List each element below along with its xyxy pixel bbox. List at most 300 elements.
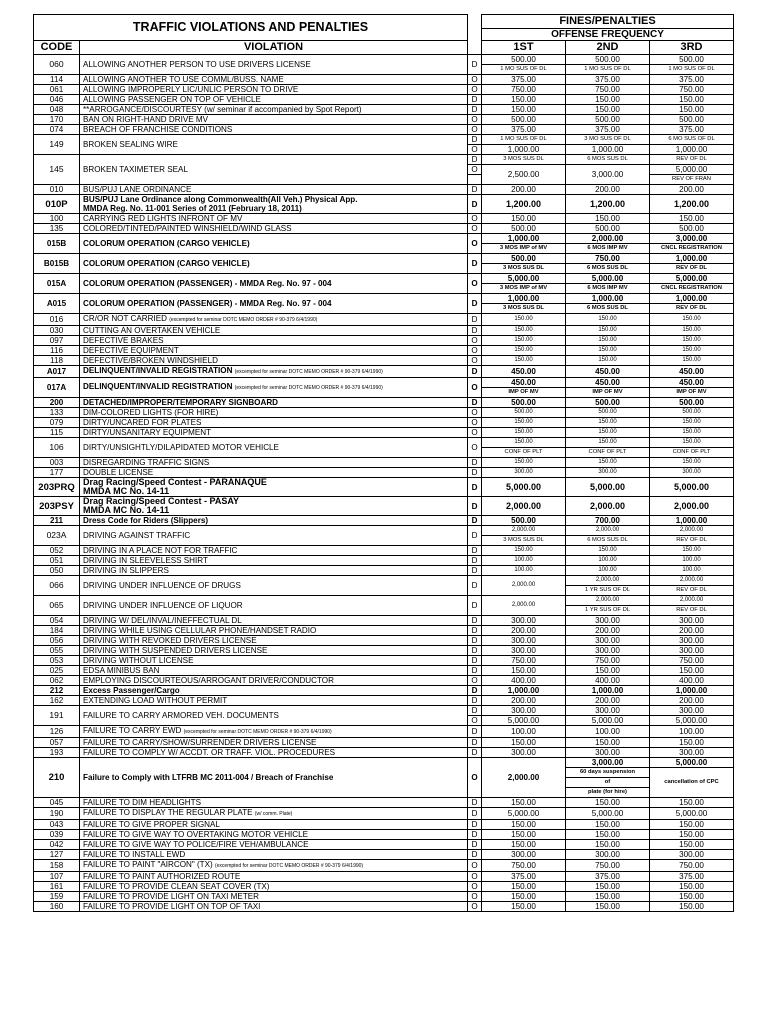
third-offense-penalty: 200.00 xyxy=(650,185,734,195)
first-offense-penalty: 150.00 xyxy=(482,738,566,748)
table-row xyxy=(34,294,734,304)
violation-description xyxy=(80,336,468,346)
second-offense-penalty: 150.00 xyxy=(566,798,650,808)
second-offense-penalty: 750.00 xyxy=(566,85,650,95)
violation-description xyxy=(80,458,468,468)
offender-type: O xyxy=(468,214,482,224)
third-offense-penalty: 150.00 xyxy=(650,738,734,748)
first-offense-penalty: 450.00 xyxy=(482,378,566,388)
second-offense-penalty: 200.00 xyxy=(566,185,650,195)
third-offense-penalty: 150.00 xyxy=(650,418,734,428)
third-offense-penalty: CNCL REGISTRATION xyxy=(650,244,734,254)
third-offense-penalty: 150.00 xyxy=(650,820,734,830)
violation-text: BROKEN TAXIMETER SEAL xyxy=(83,165,188,174)
table-row xyxy=(34,378,734,388)
third-offense-penalty: 300.00 xyxy=(650,706,734,716)
table-row xyxy=(34,860,734,872)
second-offense-penalty: 150.00 xyxy=(566,830,650,840)
third-offense-penalty: 500.00 xyxy=(650,398,734,408)
table-row xyxy=(34,468,734,478)
first-offense-penalty: 5,000.00 xyxy=(482,478,566,497)
table-row xyxy=(34,808,734,820)
violation-text: DELINQUENT/INVALID REGISTRATION xyxy=(83,366,233,375)
third-offense-penalty: 450.00 xyxy=(650,378,734,388)
third-offense-penalty: 150.00 xyxy=(650,892,734,902)
first-offense-penalty: 375.00 xyxy=(482,125,566,135)
third-offense-penalty: REV OF DL xyxy=(650,155,734,165)
violation-text: DRIVING AGAINST TRAFFIC xyxy=(83,531,191,540)
third-offense-penalty: 750.00 xyxy=(650,860,734,872)
second-offense-penalty: 6 MOS SUS DL xyxy=(566,304,650,314)
table-row xyxy=(34,626,734,636)
offender-type: O xyxy=(468,378,482,398)
third-offense-penalty: 100.00 xyxy=(650,556,734,566)
table-row xyxy=(34,696,734,706)
violation-code: 159 xyxy=(34,892,80,902)
violation-code: 016 xyxy=(34,314,80,326)
first-offense-penalty: 150.00 xyxy=(482,418,566,428)
violation-description xyxy=(80,356,468,366)
code-column-header: CODE xyxy=(34,41,80,55)
offender-type: D xyxy=(468,748,482,758)
violation-description xyxy=(80,626,468,636)
violation-code: 184 xyxy=(34,626,80,636)
table-row xyxy=(34,820,734,830)
second-offense-penalty: 150.00 xyxy=(566,346,650,356)
first-offense-penalty: 500.00 xyxy=(482,55,566,65)
offender-type: D xyxy=(468,497,482,516)
violation-code: 065 xyxy=(34,596,80,616)
violation-note: (excempted for seminar DOTC MEMO ORDER # 90-379 6/4/1990) xyxy=(214,863,364,869)
third-offense-penalty: CONF OF PLT xyxy=(650,448,734,458)
offender-type: O xyxy=(468,716,482,726)
offender-type: O xyxy=(468,676,482,686)
first-offense-penalty: 2,000.00 xyxy=(482,497,566,516)
violation-description xyxy=(80,516,468,526)
violation-text: FAILURE TO CARRY ARMORED VEH. DOCUMENTS xyxy=(83,711,279,720)
violation-code: 054 xyxy=(34,616,80,626)
violation-code: 045 xyxy=(34,798,80,808)
first-offense-penalty: 750.00 xyxy=(482,860,566,872)
violation-text: DELINQUENT/INVALID REGISTRATION xyxy=(83,382,233,391)
first-offense-penalty: 3 MOS SUS DL xyxy=(482,304,566,314)
second-offense-penalty: 750.00 xyxy=(566,656,650,666)
offender-type: O xyxy=(468,234,482,254)
first-offense-penalty: 3 MOS SUS DL xyxy=(482,536,566,546)
violation-description xyxy=(80,294,468,314)
third-offense-penalty: 150.00 xyxy=(650,214,734,224)
table-row xyxy=(34,666,734,676)
violation-text-line-2: MMDA MC No. 14-11 xyxy=(83,505,170,515)
second-offense-penalty: 450.00 xyxy=(566,366,650,378)
offender-type: D xyxy=(468,830,482,840)
violation-text: EMPLOYING DISCOURTEOUS/ARROGANT DRIVER/CONDUCTOR xyxy=(83,676,334,685)
third-offense-penalty: 300.00 xyxy=(650,616,734,626)
violation-text: FAILURE TO PROVIDE CLEAN SEAT COVER (TX) xyxy=(83,882,270,891)
third-offense-penalty: 5,000.00 xyxy=(650,165,734,175)
third-offense-penalty: 150.00 xyxy=(650,356,734,366)
offender-type: O xyxy=(468,115,482,125)
table-row xyxy=(34,408,734,418)
offender-type: D xyxy=(468,556,482,566)
violation-code: 160 xyxy=(34,902,80,912)
table-row xyxy=(34,346,734,356)
violation-text: FAILURE TO DISPLAY THE REGULAR PLATE xyxy=(83,808,253,817)
offender-type xyxy=(468,175,482,185)
third-offense-penalty: 5,000.00 xyxy=(650,716,734,726)
table-row xyxy=(34,556,734,566)
violation-text: Drag Racing/Speed Contest - PASAY xyxy=(83,496,240,506)
third-offense-penalty: 150.00 xyxy=(650,346,734,356)
third-offense-penalty: 150.00 xyxy=(650,902,734,912)
first-offense-penalty: 500.00 xyxy=(482,516,566,526)
violation-text: CARRYING RED LIGHTS INFRONT OF MV xyxy=(83,214,243,223)
violation-description xyxy=(80,85,468,95)
violation-description xyxy=(80,686,468,696)
third-offense-penalty: 1,000.00 xyxy=(650,294,734,304)
violation-description xyxy=(80,326,468,336)
second-offense-penalty: 150.00 xyxy=(566,458,650,468)
violation-note: (excempted for seminar DOTC MEMO ORDER # 90-379 6/4/1990) xyxy=(183,729,332,735)
table-row xyxy=(34,616,734,626)
first-offense-penalty: 400.00 xyxy=(482,676,566,686)
offender-type: D xyxy=(468,616,482,626)
violation-description xyxy=(80,135,468,155)
violation-code: 210 xyxy=(34,758,80,798)
violation-code: 106 xyxy=(34,438,80,458)
first-offense-penalty: 300.00 xyxy=(482,646,566,656)
violation-description xyxy=(80,55,468,75)
table-row xyxy=(34,686,734,696)
first-offense-penalty: 150.00 xyxy=(482,105,566,115)
second-offense-penalty: 300.00 xyxy=(566,748,650,758)
offender-type: O xyxy=(468,224,482,234)
table-row xyxy=(34,55,734,65)
first-offense-penalty: 500.00 xyxy=(482,254,566,264)
first-offense-penalty: 3 MOS SUS DL xyxy=(482,155,566,165)
violations-table-body xyxy=(34,15,734,912)
violation-description xyxy=(80,195,468,214)
offender-type: O xyxy=(468,274,482,294)
offender-type: D xyxy=(468,105,482,115)
violation-text: Dress Code for Riders (Slippers) xyxy=(83,516,209,525)
violation-text: FAILURE TO GIVE WAY TO POLICE/FIRE VEH/AMBULANCE xyxy=(83,840,309,849)
second-offense-penalty: 500.00 xyxy=(566,55,650,65)
second-offense-penalty: 150.00 xyxy=(566,438,650,448)
second-offense-column-header: 2ND xyxy=(566,41,650,55)
violation-text: DEFECTIVE/BROKEN WINDSHIELD xyxy=(83,356,218,365)
offender-type: D xyxy=(468,55,482,75)
offender-type: D xyxy=(468,596,482,616)
violation-text: EXTENDING LOAD WITHOUT PERMIT xyxy=(83,696,228,705)
violation-code: 114 xyxy=(34,75,80,85)
offender-type: D xyxy=(468,478,482,497)
second-offense-penalty: 300.00 xyxy=(566,468,650,478)
first-offense-penalty: 150.00 xyxy=(482,882,566,892)
header-row-3 xyxy=(34,41,734,55)
table-row xyxy=(34,850,734,860)
table-row xyxy=(34,75,734,85)
second-offense-penalty: 100.00 xyxy=(566,726,650,738)
first-offense-penalty: CONF OF PLT xyxy=(482,448,566,458)
first-offense-penalty: 300.00 xyxy=(482,850,566,860)
violation-text: DIRTY/UNCARED FOR PLATES xyxy=(83,418,202,427)
third-offense-penalty: 375.00 xyxy=(650,125,734,135)
first-offense-penalty: 150.00 xyxy=(482,356,566,366)
first-offense-penalty: 500.00 xyxy=(482,398,566,408)
violation-text: CUTTING AN OVERTAKEN VEHICLE xyxy=(83,326,221,335)
first-offense-penalty: 1,000.00 xyxy=(482,234,566,244)
second-offense-penalty: 375.00 xyxy=(566,125,650,135)
offender-type: O xyxy=(468,438,482,458)
second-offense-penalty: 1,000.00 xyxy=(566,294,650,304)
violation-text: DOUBLE LICENSE xyxy=(83,468,154,477)
second-offense-penalty: 300.00 xyxy=(566,616,650,626)
offender-type: D xyxy=(468,686,482,696)
violation-description xyxy=(80,636,468,646)
offense-frequency-header: OFFENSE FREQUENCY xyxy=(482,29,734,41)
second-offense-penalty: 6 MOS IMP MV xyxy=(566,244,650,254)
first-offense-penalty: 2,000.00 xyxy=(482,758,566,798)
offender-type: D xyxy=(468,398,482,408)
offender-type: D xyxy=(468,696,482,706)
offender-type: O xyxy=(468,758,482,798)
second-offense-penalty: 150.00 xyxy=(566,214,650,224)
violation-text: BUS/PUJ LANE ORDINANCE xyxy=(83,185,192,194)
third-offense-penalty: 300.00 xyxy=(650,850,734,860)
violation-text: FAILURE TO PAINT "AIRCON" (TX) xyxy=(83,860,213,869)
third-offense-penalty: 5,000.00 xyxy=(650,758,734,768)
violation-text: DEFECTIVE EQUIPMENT xyxy=(83,346,179,355)
first-offense-penalty: 100.00 xyxy=(482,556,566,566)
violations-table xyxy=(33,14,734,912)
violation-text: **ARROGANCE/DISCOURTESY (w/ seminar if accompanied by Spot Report) xyxy=(83,105,362,114)
violation-description xyxy=(80,468,468,478)
second-offense-penalty: IMP OF MV xyxy=(566,388,650,398)
offender-type: D xyxy=(468,516,482,526)
second-offense-penalty: 1,200.00 xyxy=(566,195,650,214)
first-offense-penalty: 3 MOS IMP of MV xyxy=(482,244,566,254)
first-offense-penalty: 300.00 xyxy=(482,468,566,478)
violation-code: 190 xyxy=(34,808,80,820)
violation-description xyxy=(80,872,468,882)
violation-text: DRIVING IN SLEEVELESS SHIRT xyxy=(83,556,208,565)
violation-description xyxy=(80,666,468,676)
violation-code: A017 xyxy=(34,366,80,378)
second-offense-penalty: 6 MOS SUS DL xyxy=(566,155,650,165)
violation-description xyxy=(80,314,468,326)
table-row xyxy=(34,636,734,646)
offender-type: D xyxy=(468,314,482,326)
first-offense-penalty: 150.00 xyxy=(482,346,566,356)
violation-description xyxy=(80,798,468,808)
table-row xyxy=(34,546,734,556)
table-row xyxy=(34,872,734,882)
first-offense-penalty: 3 MOS SUS DL xyxy=(482,264,566,274)
table-row xyxy=(34,125,734,135)
violation-text: FAILURE TO GIVE WAY TO OVERTAKING MOTOR VEHICLE xyxy=(83,830,309,839)
violation-text: DISREGARDING TRAFFIC SIGNS xyxy=(83,458,210,467)
third-offense-penalty: 200.00 xyxy=(650,626,734,636)
first-offense-penalty: 300.00 xyxy=(482,706,566,716)
violation-code: 066 xyxy=(34,576,80,596)
violation-text: DRIVING WITH SUSPENDED DRIVERS LICENSE xyxy=(83,646,268,655)
violation-description xyxy=(80,497,468,516)
violation-text: DIM-COLORED LIGHTS (FOR HIRE) xyxy=(83,408,219,417)
offender-type: D xyxy=(468,526,482,546)
first-offense-penalty: 5,000.00 xyxy=(482,274,566,284)
violation-description xyxy=(80,808,468,820)
second-offense-penalty: 500.00 xyxy=(566,115,650,125)
offender-type: O xyxy=(468,418,482,428)
header-gap xyxy=(468,15,482,41)
third-offense-penalty: REV OF DL xyxy=(650,586,734,596)
first-offense-penalty: 450.00 xyxy=(482,366,566,378)
table-row xyxy=(34,314,734,326)
violation-text: DRIVING UNDER INFLUENCE OF DRUGS xyxy=(83,581,241,590)
second-offense-penalty: 150.00 xyxy=(566,418,650,428)
third-offense-penalty: 150.00 xyxy=(650,840,734,850)
first-offense-penalty: 300.00 xyxy=(482,616,566,626)
violation-text: Drag Racing/Speed Contest - PARANAQUE xyxy=(83,477,267,487)
offender-type: D xyxy=(468,798,482,808)
table-row xyxy=(34,224,734,234)
violation-code: 127 xyxy=(34,850,80,860)
third-offense-penalty: 150.00 xyxy=(650,798,734,808)
penalties-document xyxy=(33,14,733,912)
third-offense-penalty: 150.00 xyxy=(650,458,734,468)
second-offense-penalty: 2,000.00 xyxy=(566,596,650,606)
third-offense-penalty: 5,000.00 xyxy=(650,478,734,497)
third-offense-penalty: 150.00 xyxy=(650,336,734,346)
third-offense-penalty: 1,000.00 xyxy=(650,145,734,155)
first-offense-penalty: 150.00 xyxy=(482,314,566,326)
header-row-1 xyxy=(34,15,734,29)
violation-description xyxy=(80,706,468,726)
offender-type: D xyxy=(468,458,482,468)
second-offense-penalty: plate (for hire) xyxy=(566,788,650,798)
violation-code: 051 xyxy=(34,556,80,566)
third-offense-penalty: REV OF DL xyxy=(650,536,734,546)
first-offense-penalty: 100.00 xyxy=(482,726,566,738)
first-offense-penalty: 100.00 xyxy=(482,566,566,576)
table-row xyxy=(34,798,734,808)
first-offense-penalty: 1 MO SUS OF DL xyxy=(482,135,566,145)
violation-text-line-2: MMDA MC No. 14-11 xyxy=(83,486,170,496)
violation-text: COLORUM OPERATION (PASSENGER) - MMDA Reg. No. 97 - 004 xyxy=(83,279,332,288)
first-offense-penalty: 375.00 xyxy=(482,872,566,882)
third-offense-penalty: 6 MO SUS OF DL xyxy=(650,135,734,145)
second-offense-penalty: 750.00 xyxy=(566,860,650,872)
second-offense-penalty: 2,000.00 xyxy=(566,526,650,536)
violation-note: (excempted for seminar DOTC MEMO ORDER # 90-379 6/4/1990) xyxy=(234,385,383,391)
violation-code: 039 xyxy=(34,830,80,840)
first-offense-penalty: 200.00 xyxy=(482,696,566,706)
second-offense-penalty: 6 MOS SUS DL xyxy=(566,264,650,274)
violation-code: 079 xyxy=(34,418,80,428)
violation-text: BUS/PUJ Lane Ordinance along Commonwealth(All Veh.) Physical App. xyxy=(83,195,358,204)
table-row xyxy=(34,254,734,264)
first-offense-penalty: 150.00 xyxy=(482,798,566,808)
second-offense-penalty: 750.00 xyxy=(566,254,650,264)
table-row xyxy=(34,738,734,748)
document-title: TRAFFIC VIOLATIONS AND PENALTIES xyxy=(34,15,468,41)
table-row xyxy=(34,726,734,738)
violation-code: 193 xyxy=(34,748,80,758)
violation-text: FAILURE TO GIVE PROPER SIGNAL xyxy=(83,820,220,829)
violation-code: 191 xyxy=(34,706,80,726)
violation-text: FAILURE TO COMPLY W/ ACCDT. OR TRAFF. VIOL. PROCEDURES xyxy=(83,748,336,757)
second-offense-penalty: CONF OF PLT xyxy=(566,448,650,458)
offender-type: O xyxy=(468,882,482,892)
violation-text: BROKEN SEALING WIRE xyxy=(83,140,178,149)
violation-code: 145 xyxy=(34,155,80,185)
violation-code: 158 xyxy=(34,860,80,872)
violation-description xyxy=(80,125,468,135)
second-offense-penalty: 200.00 xyxy=(566,626,650,636)
second-offense-penalty: 500.00 xyxy=(566,408,650,418)
violation-text: FAILURE TO DIM HEADLIGHTS xyxy=(83,798,201,807)
violation-text: DRIVING WITHOUT LICENSE xyxy=(83,656,194,665)
second-offense-penalty: 6 MOS SUS DL xyxy=(566,536,650,546)
table-row xyxy=(34,234,734,244)
violation-code: 126 xyxy=(34,726,80,738)
table-row xyxy=(34,336,734,346)
first-offense-penalty: 300.00 xyxy=(482,636,566,646)
third-offense-penalty: 100.00 xyxy=(650,566,734,576)
violation-description xyxy=(80,840,468,850)
offender-type: D xyxy=(468,546,482,556)
violation-code: 017A xyxy=(34,378,80,398)
violation-code: 107 xyxy=(34,872,80,882)
violation-description xyxy=(80,428,468,438)
third-offense-penalty: 1,200.00 xyxy=(650,195,734,214)
second-offense-penalty: 60 days suspension xyxy=(566,768,650,778)
violation-code: 003 xyxy=(34,458,80,468)
offender-type: O xyxy=(468,145,482,155)
table-row xyxy=(34,656,734,666)
violation-code: 212 xyxy=(34,686,80,696)
table-row xyxy=(34,95,734,105)
first-offense-penalty: 150.00 xyxy=(482,458,566,468)
first-offense-penalty: 150.00 xyxy=(482,666,566,676)
third-offense-penalty: 2,000.00 xyxy=(650,576,734,586)
first-offense-penalty: 150.00 xyxy=(482,428,566,438)
offender-type: D xyxy=(468,185,482,195)
violation-description xyxy=(80,902,468,912)
third-offense-penalty: 150.00 xyxy=(650,105,734,115)
violation-code: 052 xyxy=(34,546,80,556)
violation-description xyxy=(80,892,468,902)
violation-text-line-2: MMDA Reg. No. 11-001 Series of 2011 (February 18, 2011) xyxy=(83,204,302,213)
violation-code: 115 xyxy=(34,428,80,438)
offender-type: O xyxy=(468,408,482,418)
second-offense-penalty: 200.00 xyxy=(566,696,650,706)
second-offense-penalty: 150.00 xyxy=(566,428,650,438)
table-row xyxy=(34,758,734,768)
first-offense-penalty: 300.00 xyxy=(482,748,566,758)
third-offense-penalty: 150.00 xyxy=(650,666,734,676)
second-offense-penalty: 400.00 xyxy=(566,676,650,686)
violation-code: 056 xyxy=(34,636,80,646)
third-offense-column-header: 3RD xyxy=(650,41,734,55)
violation-text: DRIVING IN SLIPPERS xyxy=(83,566,169,575)
violation-code: 048 xyxy=(34,105,80,115)
table-row xyxy=(34,458,734,468)
first-offense-penalty: 2,000.00 xyxy=(482,526,566,536)
table-row xyxy=(34,438,734,448)
table-row xyxy=(34,902,734,912)
